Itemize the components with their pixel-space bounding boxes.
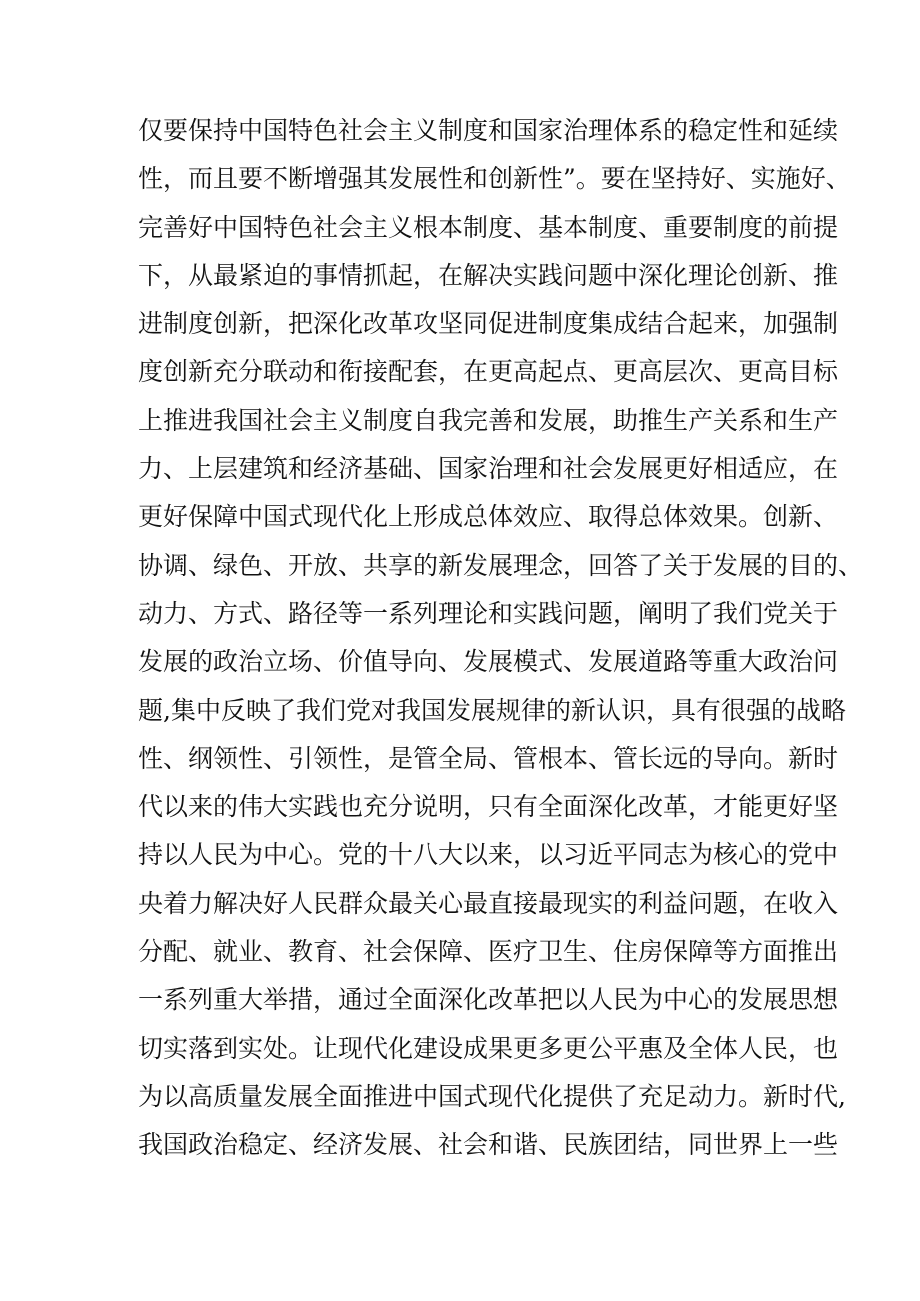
- text-line: 发展的政治立场、价值导向、发展模式、发展道路等重大政治问: [138, 647, 839, 677]
- text-line: 性，而且要不断增强其发展性和创新性”。要在坚持好、实施好、: [138, 164, 851, 194]
- text-line: 央着力解决好人民群众最关心最直接最现实的利益问题，在收入: [138, 888, 839, 918]
- text-line: 题,集中反映了我们党对我国发展规律的新认识，具有很强的战略: [138, 695, 846, 725]
- text-line: 分配、就业、教育、社会保障、医疗卫生、住房保障等方面推出: [138, 937, 839, 967]
- text-line: 代以来的伟大实践也充分说明，只有全面深化改革，才能更好坚: [138, 792, 839, 822]
- text-line: 动力、方式、路径等一系列理论和实践问题，阐明了我们党关于: [138, 598, 839, 628]
- text-line: 持以人民为中心。党的十八大以来，以习近平同志为核心的党中: [138, 840, 839, 870]
- text-line: 切实落到实处。让现代化建设成果更多更公平惠及全体人民，也: [138, 1033, 839, 1063]
- text-line: 一系列重大举措，通过全面深化改革把以人民为中心的发展思想: [138, 985, 839, 1015]
- text-line: 度创新充分联动和衔接配套，在更高起点、更高层次、更高目标: [138, 357, 839, 387]
- text-line: 协调、绿色、开放、共享的新发展理念，回答了关于发展的目的、: [138, 550, 864, 580]
- text-line: 进制度创新，把深化改革攻坚同促进制度集成结合起来，加强制: [138, 309, 839, 339]
- body-paragraph: [138, 107, 864, 1170]
- text-line: 上推进我国社会主义制度自我完善和发展，助推生产关系和生产: [138, 405, 839, 435]
- text-line: 仅要保持中国特色社会主义制度和国家治理体系的稳定性和延续: [138, 116, 839, 145]
- text-line: 我国政治稳定、经济发展、社会和谐、民族团结，同世界上一些: [138, 1130, 839, 1160]
- text-line: 为以高质量发展全面推进中国式现代化提供了充足动力。新时代,: [138, 1081, 846, 1111]
- text-line: 更好保障中国式现代化上形成总体效应、取得总体效果。创新、: [138, 502, 839, 532]
- text-line: 完善好中国特色社会主义根本制度、基本制度、重要制度的前提: [138, 212, 839, 242]
- text-line: 下，从最紧迫的事情抓起，在解决实践问题中深化理论创新、推: [138, 260, 839, 290]
- text-line: 性、纲领性、引领性，是管全局、管根本、管长远的导向。新时: [138, 743, 839, 773]
- text-line: 力、上层建筑和经济基础、国家治理和社会发展更好相适应，在: [138, 454, 839, 484]
